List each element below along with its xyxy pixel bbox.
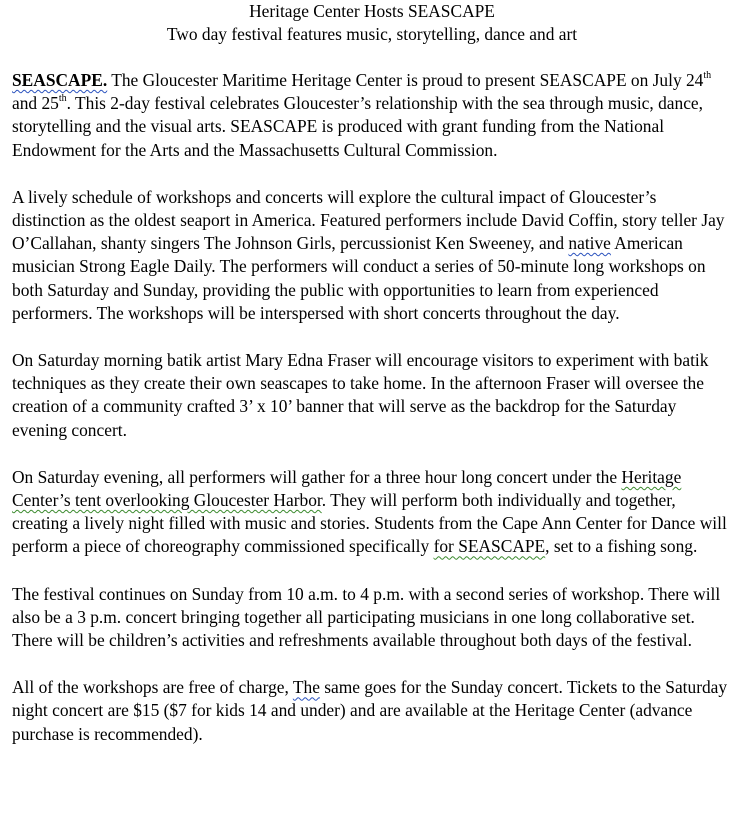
spacer <box>12 325 732 349</box>
style-flag-for-seascape: for SEASCAPE <box>433 536 546 557</box>
paragraph-schedule <box>12 186 732 325</box>
evening-text-c: , set to a fishing song. <box>545 536 698 557</box>
paragraph-intro <box>12 69 732 162</box>
paragraph-sunday: The festival continues on Sunday from 10 a.m. to 4 p.m. with a second series of workshop. There will also be a 3 p.m. concert bringing together all participating musicians in one long collaborative set. There will be children’s activities and refreshments available throughout both days of the festival. <box>12 583 721 651</box>
ordinal-suffix: th <box>58 93 67 105</box>
tickets-text-b: same goes for the Sunday concert. Tickets to the Saturday night concert are $15 ($7 for kids 14 and under) and are available at the Heritage Center (advance purchase is recommended). <box>12 677 728 744</box>
schedule-text-b: American musician Strong Eagle Daily. The performers will conduct a series of 50-minute long workshops on both Saturday and Sunday, providing the public with opportunities to learn from experienced performers. The workshops will be interspersed with short concerts throughout the day. <box>12 233 706 323</box>
spacer <box>12 45 732 69</box>
grammar-flag-native: native <box>568 233 611 254</box>
style-flag-heritage-center: Heritage Center’s tent overlooking Gloucester Harbor <box>12 466 682 511</box>
spacer <box>12 559 732 583</box>
evening-text-a: On Saturday evening, all performers will gather for a three hour long concert under the <box>12 466 622 487</box>
tickets-text-a: All of the workshops are free of charge, <box>12 677 293 698</box>
intro-text-a: The Gloucester Maritime Heritage Center is proud to present SEASCAPE on July 24 <box>107 70 704 90</box>
grammar-flag-the: The <box>292 677 320 698</box>
spacer <box>12 162 732 186</box>
paragraph-tickets <box>12 676 732 746</box>
document-page[interactable] <box>12 0 732 746</box>
spacer <box>12 652 732 676</box>
spacer <box>12 442 732 466</box>
paragraph-evening-concert <box>12 466 732 559</box>
document-heading <box>12 0 732 45</box>
lead-in-seascape: SEASCAPE. <box>12 70 108 90</box>
evening-text-b: . They will perform both individually and together, creating a lively night filled with music and stories. Students from the Cape Ann Center for Dance will perform a piece of choreography commissioned specifically <box>12 490 727 557</box>
ordinal-suffix: th <box>703 70 712 82</box>
document-subtitle: Two day festival features music, storytelling, dance and art <box>166 23 578 44</box>
intro-text-b: and 25 <box>12 93 59 114</box>
document-title: Heritage Center Hosts SEASCAPE <box>249 1 495 21</box>
intro-text-c: . This 2-day festival celebrates Gloucester’s relationship with the sea through music, dance, storytelling and the visual arts. SEASCAPE is produced with grant funding from the National Endowment for the Arts and the Massachusetts Cultural Commission. <box>12 93 703 160</box>
schedule-text-a: A lively schedule of workshops and concerts will explore the cultural impact of Gloucester’s distinction as the oldest seaport in America. Featured performers include David Coffin, story teller Jay O’Callahan, shanty singers The Johnson Girls, percussionist Ken Sweeney, and <box>12 186 725 254</box>
paragraph-batik: On Saturday morning batik artist Mary Edna Fraser will encourage visitors to experiment with batik techniques as they create their own seascapes to take home. In the afternoon Fraser will oversee the creation of a community crafted 3’ x 10’ banner that will serve as the backdrop for the Saturday evening concert. <box>12 350 709 440</box>
